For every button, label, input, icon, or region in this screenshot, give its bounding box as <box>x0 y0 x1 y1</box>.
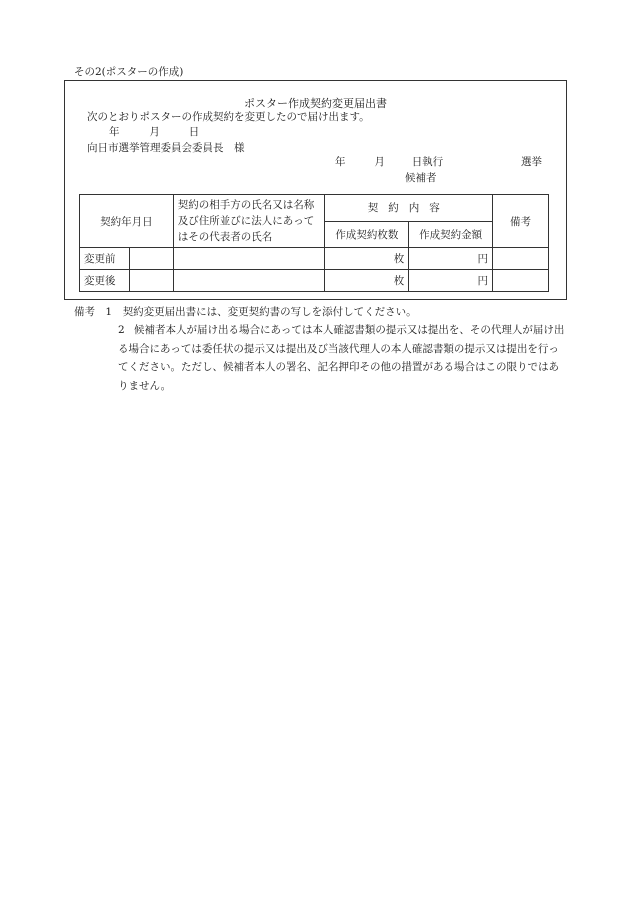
exec-year: 年 <box>335 156 346 168</box>
date-year: 年 <box>109 126 120 138</box>
cell-date-before <box>129 248 173 270</box>
remark-text-1: 契約変更届出書には、変更契約書の写しを添付してください。 <box>122 306 417 318</box>
remark-number-2: 2 <box>118 324 125 336</box>
page-caption: その2(ポスターの作成) <box>74 66 184 78</box>
date-day: 日 <box>188 126 200 138</box>
header-contract-content: 契約内容 <box>325 195 493 222</box>
header-note: 備考 <box>493 195 549 248</box>
cell-party-after <box>173 270 325 292</box>
header-count: 作成契約枚数 <box>325 221 409 248</box>
header-contract-party: 契約の相手方の氏名又は名称及び住所並びに法人にあってはその代表者の氏名 <box>173 195 325 248</box>
execution-date <box>335 154 443 169</box>
remarks-label: 備考 <box>74 306 95 318</box>
cell-note-after <box>493 270 549 292</box>
table-row-after <box>80 270 549 292</box>
candidate-label: 候補者 <box>405 172 437 184</box>
cell-note-before <box>493 248 549 270</box>
cell-count-after: 枚 <box>325 270 409 292</box>
row-label-after: 変更後 <box>80 270 130 292</box>
cell-date-after <box>129 270 173 292</box>
remark-item-1 <box>74 303 417 321</box>
election-label: 選挙 <box>521 156 542 168</box>
remark-text-2: 候補者本人が届け出る場合にあっては本人確認書類の提示又は提出を、その代理人が届け出る場合にあっては委任状の提示又は提出及び当該代理人の本人確認書類の提示又は提出を行ってください。ただし、候補者本人の署名、記名押印その他の措置がある場合はこの限りではありません。 <box>118 324 565 392</box>
exec-day: 日執行 <box>411 156 444 168</box>
header-contract-date: 契約年月日 <box>80 195 174 248</box>
header-amount: 作成契約金額 <box>409 221 493 248</box>
addressee: 向日市選挙管理委員会委員長 様 <box>87 142 245 154</box>
submission-date <box>109 124 199 139</box>
contract-table <box>79 194 549 292</box>
document-title: ポスター作成契約変更届出書 <box>244 97 387 110</box>
intro-text: 次のとおりポスターの作成契約を変更したので届け出ます。 <box>87 111 370 123</box>
table-row-before <box>80 248 549 270</box>
cell-amount-before: 円 <box>409 248 493 270</box>
exec-month: 月 <box>374 156 385 168</box>
date-month: 月 <box>149 126 160 138</box>
cell-amount-after: 円 <box>409 270 493 292</box>
cell-count-before: 枚 <box>325 248 409 270</box>
form-frame <box>64 80 567 300</box>
remark-number-1: 1 <box>105 306 113 318</box>
cell-party-before <box>173 248 325 270</box>
row-label-before: 変更前 <box>80 248 130 270</box>
